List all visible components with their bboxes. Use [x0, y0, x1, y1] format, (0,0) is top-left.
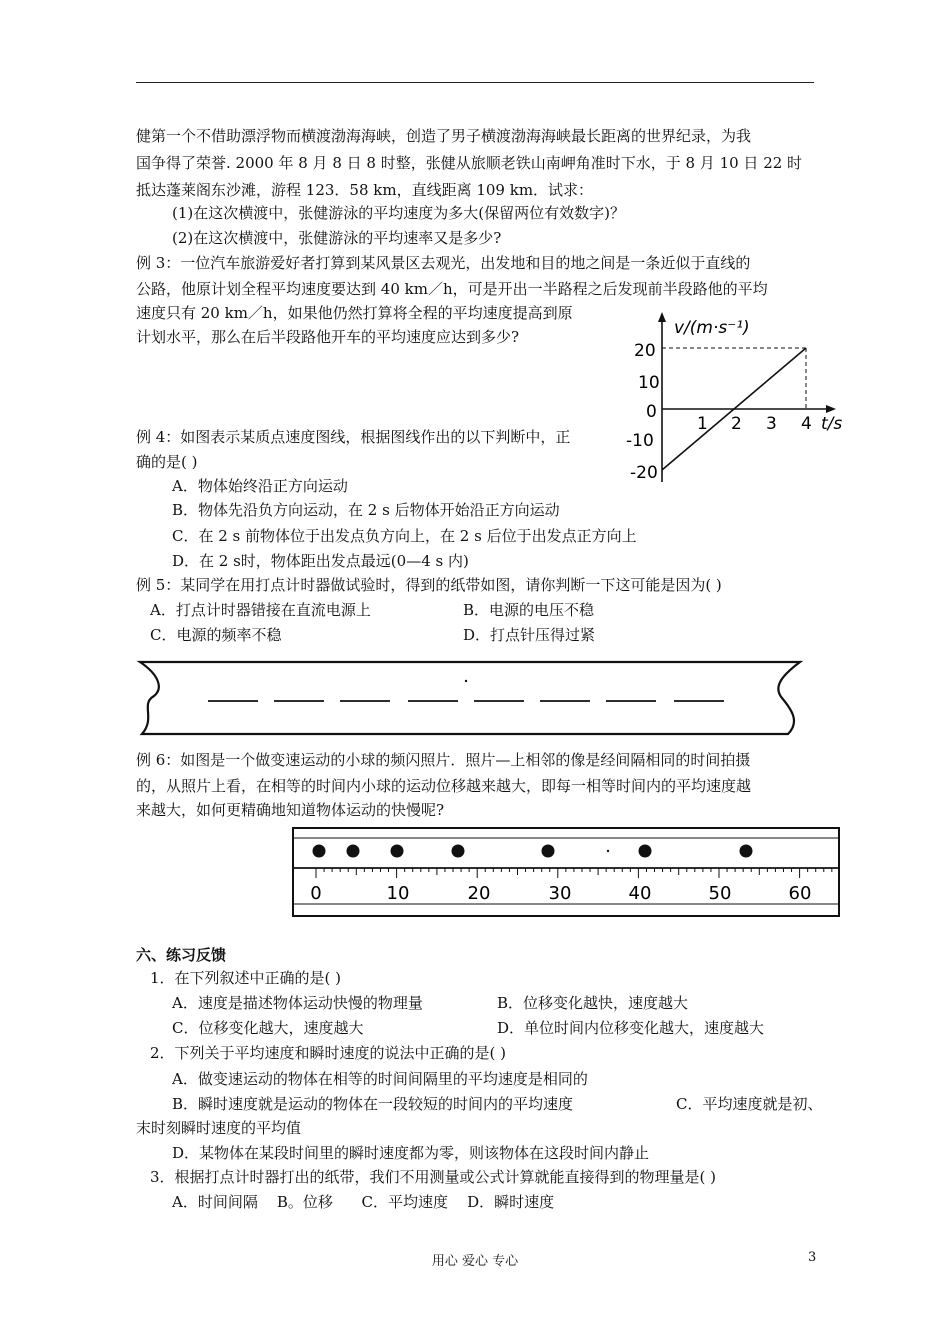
ruler-tick-label: 20: [467, 883, 491, 904]
practice-question-2: 2．下列关于平均速度和瞬时速度的说法中正确的是( ): [150, 1044, 507, 1062]
option-c: C．平均速度就是初、: [676, 1095, 823, 1113]
text-line: 抵达蓬莱阁东沙滩，游程 123．58 km，直线距离 109 km．试求：: [136, 181, 594, 199]
question-1: (1)在这次横渡中，张健游泳的平均速度为多大(保留两位有效数字)？: [172, 204, 625, 222]
x-tick-label: 2: [731, 414, 742, 434]
example-6-line: 的，从照片上看，在相等的时间内小球的运动位移越来越大，即每一相等时间内的平均速度越: [136, 777, 752, 795]
practice-question-3: 3．根据打点计时器打出的纸带，我们不用测量或公式计算就能直接得到的物理量是( ): [150, 1168, 717, 1186]
ruler-tick-label: 40: [628, 883, 652, 904]
paper-tape-figure: [136, 658, 806, 738]
x-axis-label: t/s: [821, 414, 843, 434]
option-c: C．在 2 s 前物体位于出发点负方向上，在 2 s 后位于出发点正方向上: [172, 527, 637, 545]
option-d: D．某物体在某段时间里的瞬时速度都为零，则该物体在这段时间内静止: [172, 1144, 650, 1162]
option-d: D．单位时间内位移变化越大，速度越大: [497, 1019, 765, 1037]
y-axis-label: v/(m·s⁻¹): [674, 318, 750, 338]
x-tick-label: 1: [697, 414, 708, 434]
option-b: B．位移变化越快，速度越大: [497, 994, 689, 1012]
option-a: A．做变速运动的物体在相等的时间间隔里的平均速度是相同的: [172, 1070, 588, 1088]
y-tick-label: 20: [634, 341, 656, 361]
example-3-line: 计划水平，那么在后半段路他开车的平均速度应达到多少?: [136, 328, 520, 346]
option-b: B．物体先沿负方向运动，在 2 s 后物体开始沿正方向运动: [172, 501, 560, 519]
option-d: D．打点针压得过紧: [463, 626, 596, 644]
option-c: C．电源的频率不稳: [150, 626, 282, 644]
y-tick-label: -20: [630, 463, 658, 483]
example-4-line: 例 4：如图表示某质点速度图线，根据图线作出的以下判断中，正: [136, 428, 571, 446]
example-6-line: 例 6：如图是一个做变速运动的小球的频闪照片．照片—上相邻的像是经间隔相同的时间拍摄: [136, 751, 751, 769]
option-a: A．物体始终沿正方向运动: [172, 477, 348, 495]
text-line: 国争得了荣誉. 2000 年 8 月 8 日 8 时整，张健从旅顺老铁山南岬角准时下水，于 8 月 10 日 22 时: [136, 154, 803, 172]
y-tick-label: 10: [638, 373, 660, 393]
y-tick-label: -10: [626, 431, 654, 451]
example-3-line: 公路，他原计划全程平均速度要达到 40 km／h，可是开出一半路程之后发现前半段路他的平均: [136, 280, 768, 298]
example-6-line: 来越大，如何更精确地知道物体运动的快慢呢?: [136, 801, 445, 819]
example-4-line: 确的是( ): [136, 453, 198, 471]
header-rule: [136, 82, 814, 83]
ruler-tick-label: 0: [310, 883, 322, 904]
ruler-tick-label: 10: [386, 883, 410, 904]
option-d: D．在 2 s时，物体距出发点最远(0—4 s 内): [172, 552, 469, 570]
question-2: (2)在这次横渡中，张健游泳的平均速率又是多少?: [172, 229, 502, 247]
text-line: 健第一个不借助漂浮物而横渡渤海海峡，创造了男子横渡渤海海峡最长距离的世界纪录，为我: [136, 127, 752, 145]
option-b: B．电源的电压不稳: [463, 601, 595, 619]
example-3-line: 速度只有 20 km／h，如果他仍然打算将全程的平均速度提高到原: [136, 304, 573, 322]
section-heading: 六、练习反馈: [136, 946, 227, 964]
practice-question-1: 1．在下列叙述中正确的是( ): [150, 969, 342, 987]
ruler-tick-label: 30: [548, 883, 572, 904]
question-3-options: A．时间间隔 B。位移 C．平均速度 D．瞬时速度: [172, 1193, 555, 1211]
option-a: A．打点计时器错接在直流电源上: [150, 601, 371, 619]
option-c: C．位移变化越大，速度越大: [172, 1019, 364, 1037]
x-tick-label: 4: [801, 414, 812, 434]
option-c-continued: 末时刻瞬时速度的平均值: [136, 1119, 302, 1137]
velocity-time-graph: [620, 306, 850, 488]
example-3-line: 例 3：一位汽车旅游爱好者打算到某风景区去观光，出发地和目的地之间是一条近似于直线的: [136, 254, 751, 272]
strobe-photo-ruler: [290, 826, 842, 920]
option-b: B．瞬时速度就是运动的物体在一段较短的时间内的平均速度: [172, 1095, 574, 1113]
y-tick-label: 0: [646, 402, 657, 422]
x-tick-label: 3: [766, 414, 777, 434]
page-footer: 用心 爱心 专心: [431, 1254, 519, 1269]
example-5-line: 例 5：某同学在用打点计时器做试验时，得到的纸带如图，请你判断一下这可能是因为( ): [136, 576, 722, 594]
ruler-tick-label: 50: [708, 883, 732, 904]
ruler-tick-label: 60: [788, 883, 812, 904]
page-number: 3: [808, 1250, 817, 1265]
option-a: A．速度是描述物体运动快慢的物理量: [172, 994, 423, 1012]
